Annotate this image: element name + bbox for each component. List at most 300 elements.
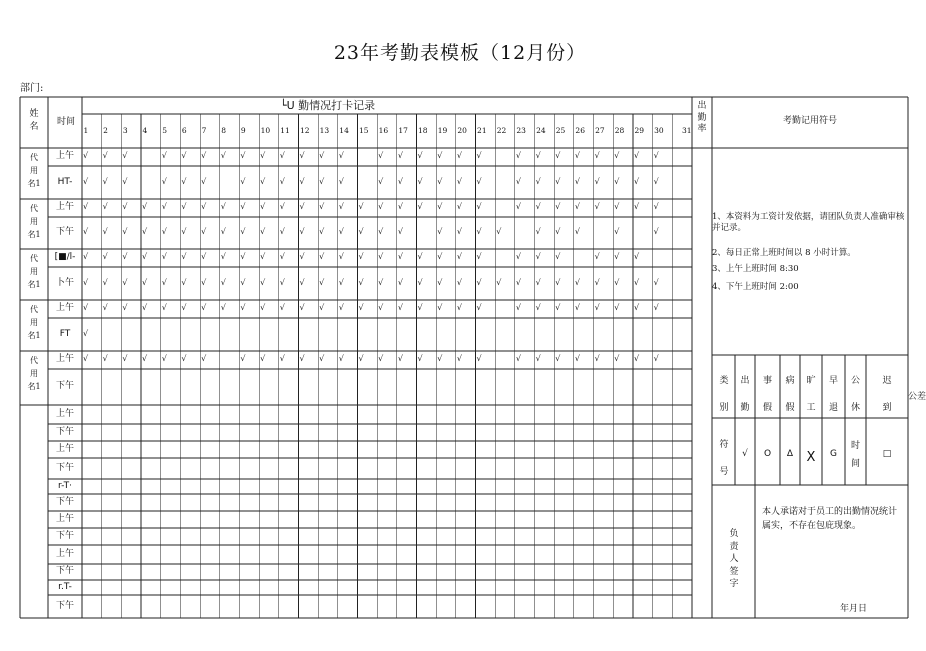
check-mark: √ — [299, 277, 305, 287]
row-label: FT — [59, 328, 71, 339]
note-item: 2、每日正常上班时间以 8 小时计算。 — [712, 248, 856, 258]
check-mark: √ — [338, 354, 344, 363]
check-mark: √ — [535, 227, 541, 236]
check-mark: √ — [338, 151, 344, 160]
check-mark: √ — [201, 303, 207, 312]
check-mark: √ — [515, 176, 521, 186]
check-mark: √ — [456, 354, 462, 363]
check-mark: √ — [181, 176, 187, 186]
check-mark: √ — [338, 202, 344, 211]
row-label: 下午 — [55, 530, 74, 541]
check-mark: √ — [437, 176, 443, 186]
day-number-13: 13 — [319, 126, 330, 135]
check-mark: √ — [437, 151, 443, 160]
check-mark: √ — [594, 202, 600, 211]
check-mark: √ — [102, 252, 108, 261]
check-mark: √ — [201, 252, 207, 261]
check-mark: √ — [456, 252, 462, 261]
day-number-8: 8 — [221, 126, 227, 135]
check-mark: √ — [260, 202, 266, 211]
check-mark: √ — [633, 277, 640, 287]
check-mark: √ — [161, 277, 167, 287]
check-mark: √ — [279, 202, 285, 211]
check-mark: √ — [397, 303, 403, 312]
check-mark: √ — [515, 202, 521, 211]
check-mark: √ — [338, 227, 344, 236]
day-number-23: 23 — [516, 126, 526, 135]
day-number-26: 26 — [575, 126, 585, 135]
check-mark: √ — [535, 176, 541, 186]
check-mark: √ — [142, 354, 148, 363]
check-mark: √ — [338, 277, 344, 287]
check-mark: √ — [201, 227, 207, 236]
check-mark: √ — [161, 303, 167, 312]
check-mark: √ — [102, 303, 108, 312]
check-mark: √ — [476, 252, 482, 261]
check-mark: √ — [653, 176, 659, 186]
check-mark: √ — [122, 277, 128, 287]
check-mark: √ — [161, 354, 167, 363]
symbol-label: 符 号 — [719, 440, 729, 477]
employee-name: 代 用 名1 — [27, 305, 41, 340]
check-mark: √ — [397, 202, 403, 211]
symbol-mark-0: √ — [742, 449, 748, 459]
day-number-6: 6 — [181, 126, 187, 135]
check-mark: √ — [515, 252, 521, 261]
check-mark: √ — [240, 252, 246, 261]
check-mark: √ — [417, 277, 423, 287]
check-mark: √ — [279, 252, 285, 261]
check-mark: √ — [122, 227, 128, 236]
check-mark: √ — [574, 151, 581, 160]
check-mark: √ — [397, 176, 403, 186]
signature-statement: 本人承诺对于员工的出勤情况统计属实，不存在包庇现象。 — [762, 507, 898, 532]
category-label: 类 别 — [719, 376, 729, 413]
day-number-10: 10 — [260, 126, 271, 135]
check-mark: √ — [319, 227, 325, 236]
check-mark: √ — [555, 252, 561, 261]
check-mark: √ — [358, 354, 364, 363]
check-mark: √ — [515, 277, 521, 287]
check-mark: √ — [161, 176, 167, 186]
check-mark: √ — [102, 227, 108, 236]
row-label: 上午 — [55, 303, 74, 313]
check-mark: √ — [633, 354, 640, 363]
check-mark: √ — [83, 277, 89, 287]
check-mark: √ — [614, 202, 620, 211]
symbol-mark-5: 时 间 — [850, 441, 860, 469]
check-mark: √ — [535, 202, 541, 211]
page-title: 23年考勤表模板（12月份） — [333, 42, 587, 64]
check-mark: √ — [201, 277, 207, 287]
check-mark: √ — [83, 202, 89, 211]
row-label: r-T· — [58, 480, 72, 491]
day-number-29: 29 — [634, 126, 644, 135]
check-mark: √ — [299, 252, 305, 261]
check-mark: √ — [574, 227, 581, 236]
check-mark: √ — [358, 277, 364, 287]
check-mark: √ — [555, 277, 561, 287]
check-mark: √ — [279, 151, 285, 160]
day-number-30: 30 — [654, 126, 664, 135]
check-mark: √ — [240, 354, 246, 363]
day-number-22: 22 — [496, 126, 507, 135]
row-label: 上午 — [55, 513, 74, 524]
check-mark: √ — [476, 227, 482, 236]
day-number-2: 2 — [103, 126, 108, 135]
check-mark: √ — [476, 176, 482, 186]
check-mark: √ — [220, 151, 226, 160]
check-mark: √ — [319, 277, 325, 287]
check-mark: √ — [456, 151, 462, 160]
check-mark: √ — [614, 354, 620, 363]
check-mark: √ — [633, 252, 640, 261]
check-mark: √ — [102, 277, 108, 287]
check-mark: √ — [653, 227, 659, 236]
employee-name: 代 用 名1 — [27, 204, 41, 239]
check-mark: √ — [496, 227, 502, 236]
category-2: 病 假 — [785, 376, 795, 413]
check-mark: √ — [476, 354, 482, 363]
check-mark: √ — [181, 303, 187, 312]
check-mark: √ — [594, 303, 600, 312]
day-number-1: 1 — [83, 126, 89, 135]
check-mark: √ — [397, 252, 403, 261]
check-mark: √ — [260, 252, 266, 261]
check-mark: √ — [653, 202, 659, 211]
check-mark: √ — [476, 151, 482, 160]
check-mark: √ — [456, 227, 462, 236]
check-mark: √ — [515, 354, 521, 363]
check-mark: √ — [338, 176, 344, 186]
check-mark: √ — [122, 303, 128, 312]
check-mark: √ — [161, 151, 167, 160]
check-mark: √ — [417, 354, 423, 363]
check-mark: √ — [614, 227, 620, 236]
check-mark: √ — [437, 252, 443, 261]
day-number-18: 18 — [418, 126, 428, 135]
note-item: 1、本资料为工资计发依据，请团队负责人准确审核并记录。 — [712, 212, 905, 234]
check-mark: √ — [299, 202, 305, 211]
category-7: 公差 — [908, 392, 926, 402]
row-label: 上午 — [55, 408, 74, 419]
check-mark: √ — [555, 303, 561, 312]
check-mark: √ — [535, 354, 541, 363]
check-mark: √ — [594, 277, 600, 287]
check-mark: √ — [633, 176, 640, 186]
row-label: 下午 — [55, 566, 74, 576]
check-mark: √ — [299, 151, 305, 160]
check-mark: √ — [299, 303, 305, 312]
check-mark: √ — [220, 277, 226, 287]
check-mark: √ — [417, 252, 423, 261]
day-number-15: 15 — [358, 126, 369, 135]
check-mark: √ — [201, 176, 207, 186]
row-label: 下午 — [55, 227, 74, 237]
row-label: 下午 — [55, 462, 74, 473]
check-mark: √ — [220, 227, 226, 236]
row-label: 下午 — [55, 496, 74, 507]
day-number-9: 9 — [240, 126, 246, 135]
check-mark: √ — [201, 202, 207, 211]
check-mark: √ — [535, 252, 541, 261]
check-mark: √ — [299, 227, 305, 236]
check-mark: √ — [260, 227, 266, 236]
day-number-12: 12 — [299, 126, 310, 135]
check-mark: √ — [456, 176, 462, 186]
check-mark: √ — [437, 303, 443, 312]
symbol-mark-1: O — [763, 449, 772, 459]
check-mark: √ — [535, 151, 541, 160]
check-mark: √ — [397, 151, 403, 160]
row-label: r.T- — [58, 581, 72, 592]
check-mark: √ — [240, 277, 246, 287]
check-mark: √ — [240, 227, 246, 236]
day-number-28: 28 — [614, 126, 625, 135]
check-mark: √ — [476, 277, 482, 287]
check-mark: √ — [417, 176, 423, 186]
note-item: 4、下午上班时间 2:00 — [712, 282, 799, 292]
check-mark: √ — [378, 354, 384, 363]
check-mark: √ — [614, 277, 620, 287]
category-5: 公 休 — [850, 376, 860, 413]
row-label: 下午 — [55, 381, 74, 391]
symbols-title: 考勤记用符号 — [782, 116, 837, 126]
check-mark: √ — [260, 277, 266, 287]
check-mark: √ — [535, 303, 541, 312]
category-4: 早 退 — [828, 376, 838, 413]
check-mark: √ — [102, 151, 108, 160]
check-mark: √ — [181, 354, 187, 363]
check-mark: √ — [456, 277, 462, 287]
check-mark: √ — [633, 151, 640, 160]
time-header: 时间 — [56, 117, 75, 127]
check-mark: √ — [476, 303, 482, 312]
note-item: 3、上午上班时间 8:30 — [712, 264, 799, 274]
check-mark: √ — [555, 151, 561, 160]
category-3: 旷 工 — [806, 376, 816, 413]
symbol-mark-3: X — [806, 450, 816, 465]
check-mark: √ — [358, 227, 364, 236]
check-mark: √ — [378, 202, 384, 211]
check-mark: √ — [102, 354, 108, 363]
check-mark: √ — [279, 176, 285, 186]
day-number-3: 3 — [122, 126, 128, 135]
check-mark: √ — [319, 303, 325, 312]
row-label: 上午 — [55, 202, 74, 212]
employee-name: 代 用 名1 — [27, 153, 41, 188]
check-mark: √ — [260, 151, 266, 160]
check-mark: √ — [83, 328, 89, 338]
check-mark: √ — [417, 303, 423, 312]
check-mark: √ — [83, 151, 89, 160]
check-mark: √ — [515, 151, 521, 160]
check-mark: √ — [378, 227, 384, 236]
check-mark: √ — [555, 227, 561, 236]
row-label: 上午 — [55, 443, 74, 454]
check-mark: √ — [614, 176, 620, 186]
check-mark: √ — [555, 354, 561, 363]
check-mark: √ — [378, 252, 384, 261]
check-mark: √ — [122, 176, 128, 186]
check-mark: √ — [397, 227, 403, 236]
row-label: [■/l- — [54, 252, 76, 262]
check-mark: √ — [378, 277, 384, 287]
check-mark: √ — [122, 252, 128, 261]
check-mark: √ — [653, 277, 659, 287]
check-mark: √ — [574, 354, 581, 363]
check-mark: √ — [397, 277, 403, 287]
check-mark: √ — [614, 303, 620, 312]
check-mark: √ — [240, 303, 246, 312]
check-mark: √ — [476, 202, 482, 211]
check-mark: √ — [181, 202, 187, 211]
check-mark: √ — [161, 252, 167, 261]
check-mark: √ — [574, 202, 581, 211]
check-mark: √ — [456, 202, 462, 211]
check-mark: √ — [378, 176, 384, 186]
day-number-27: 27 — [595, 126, 605, 135]
check-mark: √ — [260, 303, 266, 312]
check-mark: √ — [122, 354, 128, 363]
check-mark: √ — [83, 303, 89, 312]
check-mark: √ — [358, 202, 364, 211]
check-mark: √ — [83, 252, 89, 261]
check-mark: √ — [358, 303, 364, 312]
row-label: 上午 — [55, 151, 74, 161]
check-mark: √ — [122, 202, 128, 211]
check-mark: √ — [555, 176, 561, 186]
day-number-25: 25 — [555, 126, 566, 135]
check-mark: √ — [633, 202, 640, 211]
check-mark: √ — [574, 303, 581, 312]
symbol-mark-2: Δ — [786, 449, 794, 459]
check-mark: √ — [417, 151, 423, 160]
check-mark: √ — [574, 176, 581, 186]
check-mark: √ — [594, 354, 600, 363]
check-mark: √ — [555, 202, 561, 211]
check-mark: √ — [201, 354, 207, 363]
row-label: 上午 — [55, 354, 74, 364]
check-mark: √ — [299, 354, 305, 363]
check-mark: √ — [417, 202, 423, 211]
check-mark: √ — [614, 151, 620, 160]
check-mark: √ — [161, 202, 167, 211]
category-6: 迟 到 — [882, 376, 892, 413]
check-mark: √ — [220, 303, 226, 312]
check-mark: √ — [397, 354, 403, 363]
day-number-14: 14 — [339, 126, 349, 135]
check-mark: √ — [633, 303, 640, 312]
check-mark: √ — [496, 277, 502, 287]
symbol-mark-6: □ — [882, 449, 892, 459]
employee-name: 代 用 名1 — [27, 356, 41, 391]
day-number-7: 7 — [201, 126, 207, 135]
check-mark: √ — [535, 277, 541, 287]
check-mark: √ — [181, 151, 187, 160]
check-mark: √ — [260, 176, 266, 186]
row-label: 下午 — [55, 600, 74, 611]
day-number-19: 19 — [437, 126, 448, 135]
check-mark: √ — [653, 151, 659, 160]
category-0: 出 勤 — [740, 376, 750, 413]
check-mark: √ — [338, 252, 344, 261]
check-mark: √ — [279, 303, 285, 312]
check-mark: √ — [594, 176, 600, 186]
check-mark: √ — [319, 151, 325, 160]
day-number-11: 11 — [280, 126, 290, 135]
check-mark: √ — [378, 303, 384, 312]
check-mark: √ — [574, 277, 581, 287]
employee-name: 代 用 名1 — [27, 254, 41, 289]
check-mark: √ — [220, 202, 226, 211]
check-mark: √ — [614, 252, 620, 261]
day-number-20: 20 — [457, 126, 467, 135]
check-mark: √ — [653, 354, 659, 363]
check-mark: √ — [653, 303, 659, 312]
check-mark: √ — [240, 151, 246, 160]
department-label: 部门: — [20, 83, 44, 94]
symbol-mark-4: G — [830, 449, 837, 459]
check-mark: √ — [142, 252, 148, 261]
row-label: 卜午 — [55, 277, 74, 288]
day-number-17: 17 — [398, 126, 408, 135]
check-mark: √ — [102, 176, 108, 186]
category-1: 事 假 — [762, 376, 772, 413]
check-mark: √ — [358, 252, 364, 261]
check-mark: √ — [279, 227, 285, 236]
check-mark: √ — [142, 303, 148, 312]
check-mark: √ — [83, 176, 89, 186]
check-mark: √ — [437, 227, 443, 236]
row-label: 下午 — [55, 426, 74, 437]
check-mark: √ — [181, 277, 187, 287]
signature-date: 年月日 — [840, 604, 868, 614]
day-number-31: 31 — [682, 126, 692, 135]
check-mark: √ — [142, 202, 148, 211]
check-mark: √ — [378, 151, 384, 160]
name-header: 姓 名 — [29, 109, 39, 133]
row-label: HT- — [57, 176, 73, 187]
day-number-16: 16 — [378, 126, 389, 135]
check-mark: √ — [437, 354, 443, 363]
check-mark: √ — [240, 202, 246, 211]
check-mark: √ — [260, 354, 266, 363]
check-mark: √ — [122, 151, 128, 160]
check-mark: √ — [279, 354, 285, 363]
day-number-24: 24 — [536, 126, 546, 135]
check-mark: √ — [319, 252, 325, 261]
check-mark: √ — [83, 227, 89, 236]
check-mark: √ — [515, 303, 521, 312]
record-title: └U 勤情况打卡记录 — [280, 99, 376, 112]
check-mark: √ — [279, 277, 285, 287]
check-mark: √ — [240, 176, 246, 186]
check-mark: √ — [181, 252, 187, 261]
check-mark: √ — [299, 176, 305, 186]
check-mark: √ — [594, 151, 600, 160]
check-mark: √ — [594, 252, 600, 261]
check-mark: √ — [319, 202, 325, 211]
attendance-rate-header: 出 勤 率 — [697, 101, 707, 135]
row-label: 上午 — [55, 548, 74, 559]
check-mark: √ — [456, 303, 462, 312]
check-mark: √ — [220, 252, 226, 261]
signature-label: 负 责 人 签 字 — [729, 529, 739, 590]
day-number-4: 4 — [142, 126, 148, 135]
check-mark: √ — [437, 202, 443, 211]
check-mark: √ — [181, 227, 187, 236]
